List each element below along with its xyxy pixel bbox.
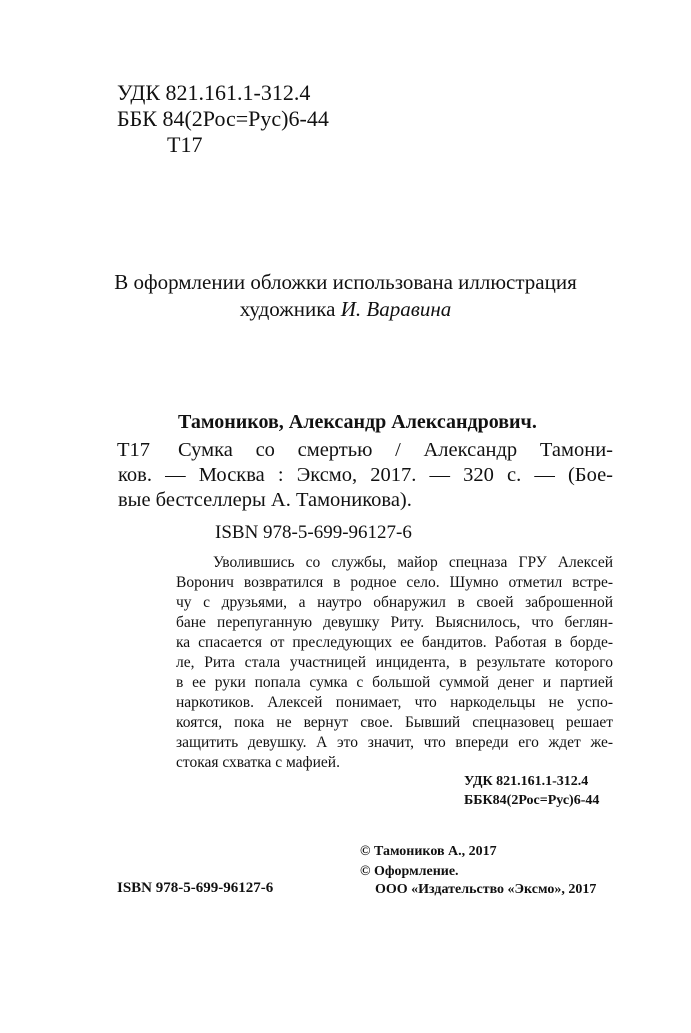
author-sign: Т17 [167,132,203,157]
annotation-text: ка спасается от преследующих ее бандитов. Работая в борде- [176,634,613,651]
annotation-udk: УДК 821.161.1-312.4 [464,774,589,789]
copyright-publisher: ООО «Издательство «Эксмо», 2017 [375,882,597,897]
illustrator-name: И. Варавина [340,297,452,321]
annotation-line-1 [213,553,613,573]
footer-isbn: ISBN 978-5-699-96127-6 [117,880,274,896]
annotation-text: коятся, пока не вернут свое. Бывший спецназовец решает [176,714,613,731]
entry-description-line-1 [178,438,613,463]
entry-description-line-2 [118,463,613,488]
entry-description-text: ков. — Москва : Эксмо, 2017. — 320 с. — (Бое- [118,464,613,486]
annotation-text: наркотиков. Алексей понимает, что наркодельцы не успо- [176,694,613,711]
annotation-text: бане перепуганную девушку Риту. Выяснилось, что беглян- [176,614,613,631]
author-heading: Тамоников, Александр Александрович. [178,411,537,433]
entry-isbn: ISBN 978-5-699-96127-6 [215,522,412,543]
annotation-last-line: стокая схватка с мафией. [176,754,340,771]
annotation-body [176,573,613,753]
copyright-design: © Оформление. [360,864,459,879]
bbk-code: ББК 84(2Рос=Рус)6-44 [117,106,329,131]
cover-credit-prefix: художника [239,297,341,321]
annotation-text: ле, Рита стала участницей инцидента, в результате которого [176,654,613,671]
entry-description-line-3: вые бестселлеры А. Тамоникова). [118,489,412,511]
entry-description-text: Сумка со смертью / Александр Тамони- [178,439,613,461]
cover-credit-line-2 [0,297,691,322]
annotation-text: защитить девушку. А это значит, что впереди его ждет же- [176,734,613,751]
annotation-text: в ее руки попала сумка с большой суммой денег и партией [176,674,613,691]
udk-code: УДК 821.161.1-312.4 [117,80,311,105]
entry-author-sign: Т17 [117,439,151,461]
annotation-text: чу с друзьями, а наутро обнаружил в своей заброшенной [176,594,613,611]
annotation-text: Уволившись со службы, майор спецназа ГРУ Алексей [213,554,613,571]
annotation-text: Воронич возвратился в родное село. Шумно отметил встре- [176,574,613,591]
copyright-author: © Тамоников А., 2017 [360,844,497,859]
annotation-bbk: ББК84(2Рос=Рус)6-44 [464,793,600,808]
cover-credit-line-1: В оформлении обложки использована иллюстрация [114,270,577,294]
